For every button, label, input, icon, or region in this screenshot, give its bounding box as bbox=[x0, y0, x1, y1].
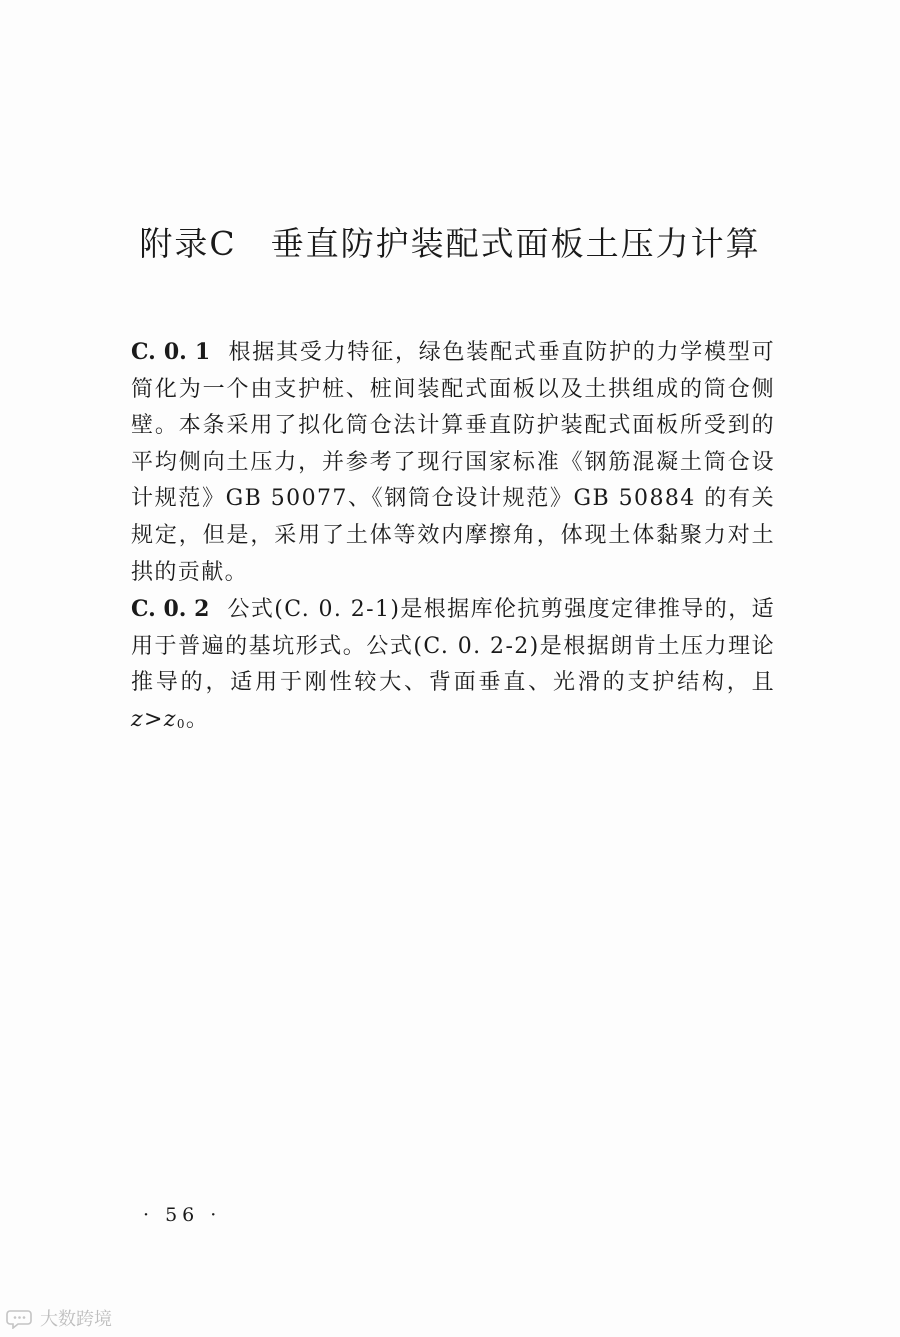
clause-number: C. 0. 2 bbox=[131, 596, 210, 623]
clause-end: 。 bbox=[185, 706, 210, 732]
condition-subscript: 0 bbox=[176, 716, 186, 731]
watermark bbox=[6, 1305, 112, 1331]
clause-paragraph bbox=[131, 591, 775, 742]
appendix-title-text: 垂直防护装配式面板土压力计算 bbox=[270, 224, 761, 263]
condition-variable: z bbox=[131, 706, 144, 732]
clause-text: 根据其受力特征，绿色装配式垂直防护的力学模型可简化为一个由支护桩、桩间装配式面板以及土拱组成的筒仓侧壁。本条采用了拟化筒仓法计算垂直防护装配式面板所受到的平均侧向土压力，并参考了现行国家标准《钢筋混凝土筒仓设计规范》GB 50077、《钢筒仓设计规范》GB 50884 的有关规定，但是，采用了土体等效内摩擦角，体现土体黏聚力对土拱的贡献。 bbox=[131, 340, 776, 585]
clause-c-0-2 bbox=[131, 591, 775, 742]
clause-text: 公式(C. 0. 2-1)是根据库伦抗剪强度定律推导的，适用于普遍的基坑形式。公式(C. 0. 2-2)是根据朗肯土压力理论推导的，适用于刚性较大、背面垂直、光滑的支护结构，且 bbox=[131, 597, 776, 696]
watermark-text: 大数跨境 bbox=[40, 1309, 112, 1330]
condition-operator: > bbox=[144, 706, 164, 732]
appendix-label: 附录C bbox=[139, 224, 237, 263]
clause-number: C. 0. 1 bbox=[131, 339, 211, 365]
appendix-title bbox=[0, 222, 900, 266]
clause-c-0-1 bbox=[131, 334, 775, 591]
page-number: · 56 · bbox=[143, 1204, 222, 1226]
condition-variable-2: z bbox=[163, 706, 177, 732]
clause-paragraph bbox=[131, 334, 775, 591]
chat-bubble-logo-icon bbox=[6, 1307, 36, 1329]
body-text bbox=[131, 334, 775, 743]
